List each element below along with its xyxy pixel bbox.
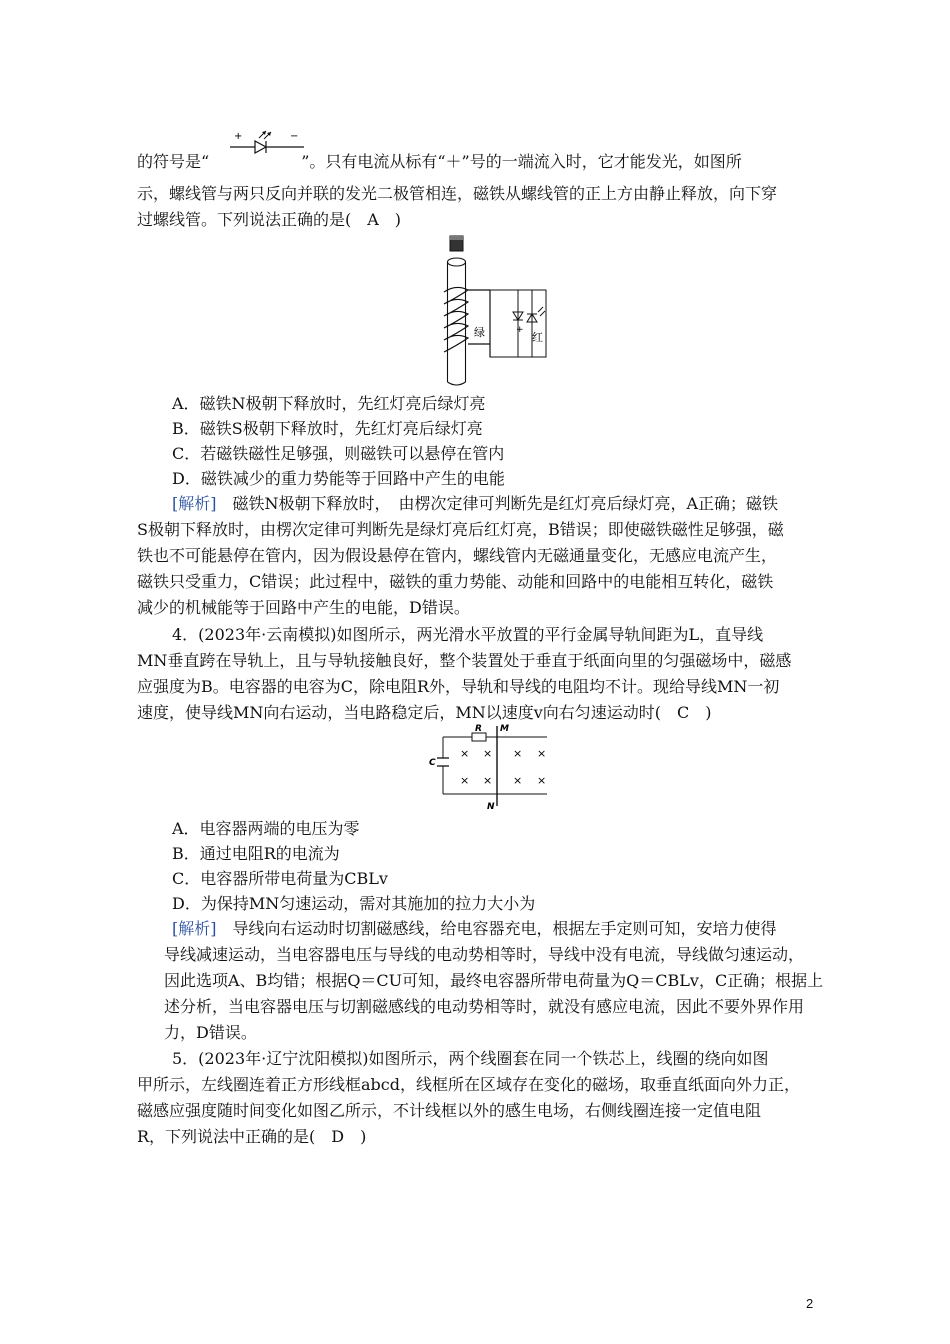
q4-analysis-line-5: 力，D错误。 — [164, 1023, 257, 1042]
fig-label-n: N — [487, 802, 495, 812]
q5-line-3: 磁感应强度随时间变化如图乙所示，不计线框以外的感生电场，右侧线圈连接一定值电阻 — [137, 1101, 762, 1120]
q3-line-3: 过螺线管。下列说法正确的是( A ) — [137, 210, 402, 229]
q4-analysis-text-1: 导线向右运动时切割磁感线，给电容器充电，根据左手定则可知，安培力使得 — [216, 919, 777, 938]
field-cross: × — [513, 747, 523, 760]
field-cross: × — [483, 747, 493, 760]
led-symbol-plus: + — [234, 131, 243, 142]
field-cross: × — [460, 747, 470, 760]
q3-analysis-line-3: 铁也不可能悬停在管内，因为假设悬停在管内，螺线管内无磁通量变化，无感应电流产生， — [137, 546, 778, 565]
q4-option-c: C．电容器所带电荷量为CBLv — [172, 869, 388, 888]
q3-option-c: C．若磁铁磁性足够强，则磁铁可以悬停在管内 — [172, 444, 505, 463]
q4-option-b: B．通过电阻R的电流为 — [172, 844, 340, 863]
led-symbol-minus: − — [290, 131, 299, 142]
q5-line-2: 甲所示，左线圈连着正方形线框abcd，线框所在区域存在变化的磁场，取垂直纸面向外力正， — [137, 1075, 800, 1094]
q3-analysis-line-1 — [172, 493, 778, 515]
q4-analysis-line-3: 因此选项A、B均错；根据Q＝CU可知，最终电容器所带电荷量为Q＝CBLv，C正确；根据上 — [164, 971, 824, 990]
fig-label-plus: + — [516, 325, 524, 335]
field-cross: × — [483, 774, 493, 787]
capacitor-icon — [437, 758, 449, 766]
rail-circuit-figure — [425, 722, 555, 814]
q4-option-a: A．电容器两端的电压为零 — [172, 819, 360, 838]
fig-label-m: M — [500, 724, 509, 734]
q3-line-1-start: 的符号是“ — [137, 152, 210, 171]
solenoid-coil — [444, 287, 490, 357]
field-cross: × — [460, 774, 470, 787]
q3-analysis-tag: [解析] — [172, 494, 217, 513]
q4-option-d: D．为保持MN匀速运动，需对其施加的拉力大小为 — [172, 894, 536, 913]
q3-analysis-line-5: 减少的机械能等于回路中产生的电能，D错误。 — [137, 598, 470, 617]
q4-line-4: 速度，使导线MN向右运动，当电路稳定后，MN以速度v向右匀速运动时( C ) — [137, 703, 712, 722]
q3-analysis-line-2: S极朝下释放时，由楞次定律可判断先是绿灯亮后红灯亮，B错误；即使磁铁磁性足够强，磁 — [137, 520, 784, 539]
q4-line-1: 4．(2023年·云南模拟)如图所示，两光滑水平放置的平行金属导轨间距为L，直导线 — [172, 625, 764, 644]
solenoid-led-figure — [430, 232, 550, 392]
q3-analysis-line-4: 磁铁只受重力，C错误；此过程中，磁铁的重力势能、动能和回路中的电能相互转化，磁铁 — [137, 572, 774, 591]
fig-label-green: 绿 — [474, 326, 485, 339]
q3-option-d: D．磁铁减少的重力势能等于回路中产生的电能 — [172, 469, 505, 488]
q3-option-a: A．磁铁N极朝下释放时，先红灯亮后绿灯亮 — [172, 394, 486, 413]
q4-line-2: MN垂直跨在导轨上，且与导轨接触良好，整个装置处于垂直于纸面向里的匀强磁场中，磁感 — [137, 651, 792, 670]
page-number: 2 — [806, 1296, 814, 1311]
field-cross: × — [537, 747, 547, 760]
field-cross: × — [537, 774, 547, 787]
q3-analysis-text-1: 磁铁N极朝下释放时， 由楞次定律可判断先是红灯亮后绿灯亮，A正确；磁铁 — [216, 494, 779, 513]
q5-line-1: 5．(2023年·辽宁沈阳模拟)如图所示，两个线圈套在同一个铁芯上，线圈的绕向如图 — [172, 1049, 769, 1068]
q3-line-1-end: ”。只有电流从标有“＋”号的一端流入时，它才能发光，如图所 — [301, 152, 742, 171]
q3-line-2: 示，螺线管与两只反向并联的发光二极管相连，磁铁从螺线管的正上方由静止释放，向下穿 — [137, 184, 778, 203]
resistor-icon — [472, 733, 486, 741]
q4-analysis-line-2: 导线减速运动，当电容器电压与导线的电动势相等时，导线中没有电流，导线做匀速运动， — [164, 945, 805, 964]
magnetic-field-crosses — [460, 747, 546, 787]
q3-option-b: B．磁铁S极朝下释放时，先红灯亮后绿灯亮 — [172, 419, 483, 438]
fig-label-c: C — [429, 758, 436, 768]
q5-line-4: R，下列说法中正确的是( D ) — [137, 1127, 367, 1146]
field-cross: × — [513, 774, 523, 787]
q4-analysis-tag: [解析] — [172, 919, 217, 938]
q4-analysis-line-4: 述分析，当电容器电压与切割磁感线的电动势相等时，就没有感应电流，因此不要外界作用 — [164, 997, 805, 1016]
q4-analysis-line-1 — [172, 918, 777, 940]
fig-label-r: R — [475, 724, 482, 734]
led-symbol-icon — [228, 128, 308, 158]
fig-label-red: 红 — [532, 331, 543, 344]
q4-line-3: 应强度为B。电容器的电容为C，除电阻R外，导轨和导线的电阻均不计。现给导线MN一初 — [137, 677, 780, 696]
